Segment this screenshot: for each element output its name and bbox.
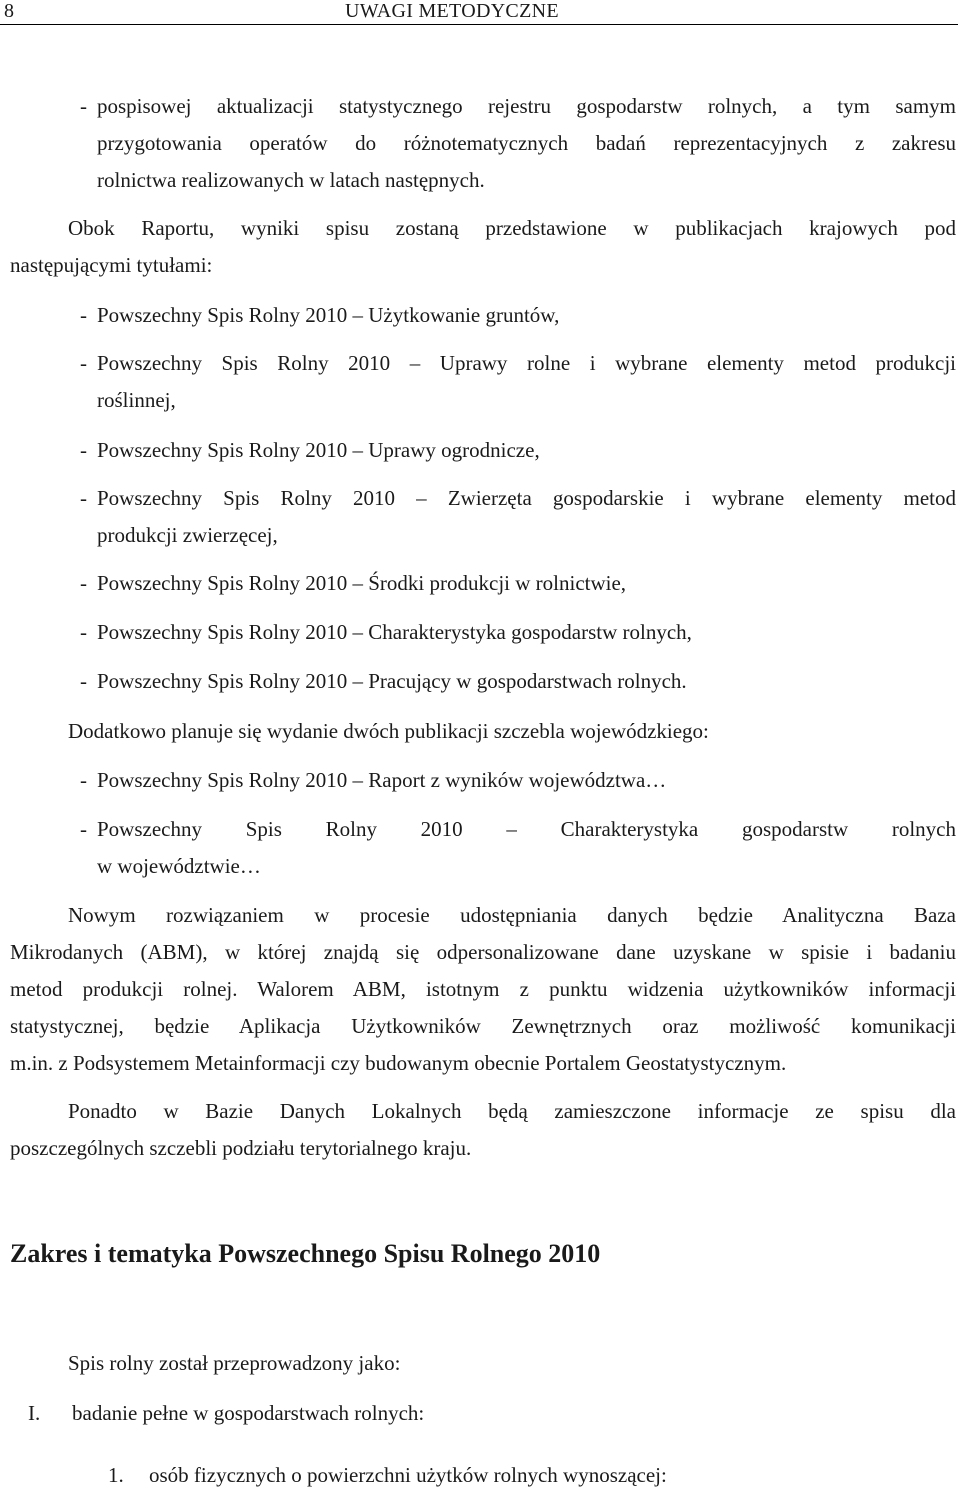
text-line: metod produkcji rolnej. Walorem ABM, istotnym z punktu widzenia użytkowników informacji: [10, 977, 956, 1001]
paragraph-spis: Spis rolny został przeprowadzony jako:: [68, 1351, 401, 1375]
text-line: Mikrodanych (ABM), w której znajdą się odpersonalizowane dane uzyskane w spisie i badaniu: [10, 940, 956, 964]
bullet-dash: -: [80, 438, 87, 462]
text-line: Ponadto w Bazie Danych Lokalnych będą zamieszczone informacje ze spisu dla: [68, 1099, 956, 1123]
text-line: poszczególnych szczebli podziału terytorialnego kraju.: [10, 1136, 472, 1160]
text-line: Powszechny Spis Rolny 2010 – Raport z wyników województwa…: [97, 768, 667, 792]
bullet-dash: -: [80, 486, 87, 510]
list-item-text: badanie pełne w gospodarstwach rolnych:: [72, 1401, 425, 1425]
running-title: UWAGI METODYCZNE: [345, 0, 559, 22]
bullet-dash: -: [80, 768, 87, 792]
text-line: Powszechny Spis Rolny 2010 – Pracujący w gospodarstwach rolnych.: [97, 669, 687, 693]
text-line: Powszechny Spis Rolny 2010 – Charakterystyka gospodarstw rolnych,: [97, 620, 692, 644]
bullet-dash: -: [80, 817, 87, 841]
text-line: Nowym rozwiązaniem w procesie udostępniania danych będzie Analityczna Baza: [68, 903, 956, 927]
text-line: Powszechny Spis Rolny 2010 – Zwierzęta gospodarskie i wybrane elementy metod: [97, 486, 956, 510]
text-line: przygotowania operatów do różnotematycznych badań reprezentacyjnych z zakresu: [97, 131, 956, 155]
bullet-dash: -: [80, 303, 87, 327]
list-marker: 1.: [108, 1463, 124, 1487]
text-line: Powszechny Spis Rolny 2010 – Charakterystyka gospodarstw rolnych: [97, 817, 956, 841]
bullet-dash: -: [80, 669, 87, 693]
section-heading: Zakres i tematyka Powszechnego Spisu Rolnego 2010: [10, 1239, 601, 1268]
text-line: Powszechny Spis Rolny 2010 – Użytkowanie gruntów,: [97, 303, 560, 327]
text-line: statystycznej, będzie Aplikacja Użytkowników Zewnętrznych oraz możliwość komunikacji: [10, 1014, 956, 1038]
text-line: m.in. z Podsystemem Metainformacji czy budowanym obecnie Portalem Geostatystycznym.: [10, 1051, 787, 1075]
text-line: Obok Raportu, wyniki spisu zostaną przedstawione w publikacjach krajowych pod: [68, 216, 956, 240]
bullet-dash: -: [80, 94, 87, 118]
page-header: [0, 0, 958, 25]
text-line: następującymi tytułami:: [10, 253, 213, 277]
text-line: rolnictwa realizowanych w latach następnych.: [97, 168, 485, 192]
text-line: Powszechny Spis Rolny 2010 – Uprawy rolne i wybrane elementy metod produkcji: [97, 351, 956, 375]
bullet-dash: -: [80, 571, 87, 595]
text-line: Powszechny Spis Rolny 2010 – Uprawy ogrodnicze,: [97, 438, 540, 462]
paragraph-ponadto: [10, 1093, 956, 1167]
text-line: w województwie…: [97, 854, 261, 878]
bullet-dash: -: [80, 620, 87, 644]
text-line: produkcji zwierzęcej,: [97, 523, 278, 547]
page-number: 8: [4, 0, 14, 22]
paragraph-nowym: [10, 897, 956, 1082]
text-line: Powszechny Spis Rolny 2010 – Środki produkcji w rolnictwie,: [97, 571, 627, 595]
list-marker: I.: [28, 1401, 41, 1425]
paragraph-dodatkowo: Dodatkowo planuje się wydanie dwóch publikacji szczebla wojewódzkiego:: [68, 719, 709, 743]
bullet-dash: -: [80, 351, 87, 375]
list-item-text: osób fizycznych o powierzchni użytków rolnych wynoszącej:: [149, 1463, 667, 1487]
text-line: pospisowej aktualizacji statystycznego rejestru gospodarstw rolnych, a tym samym: [97, 94, 956, 118]
text-line: roślinnej,: [97, 388, 176, 412]
paragraph-obok: [10, 210, 956, 284]
